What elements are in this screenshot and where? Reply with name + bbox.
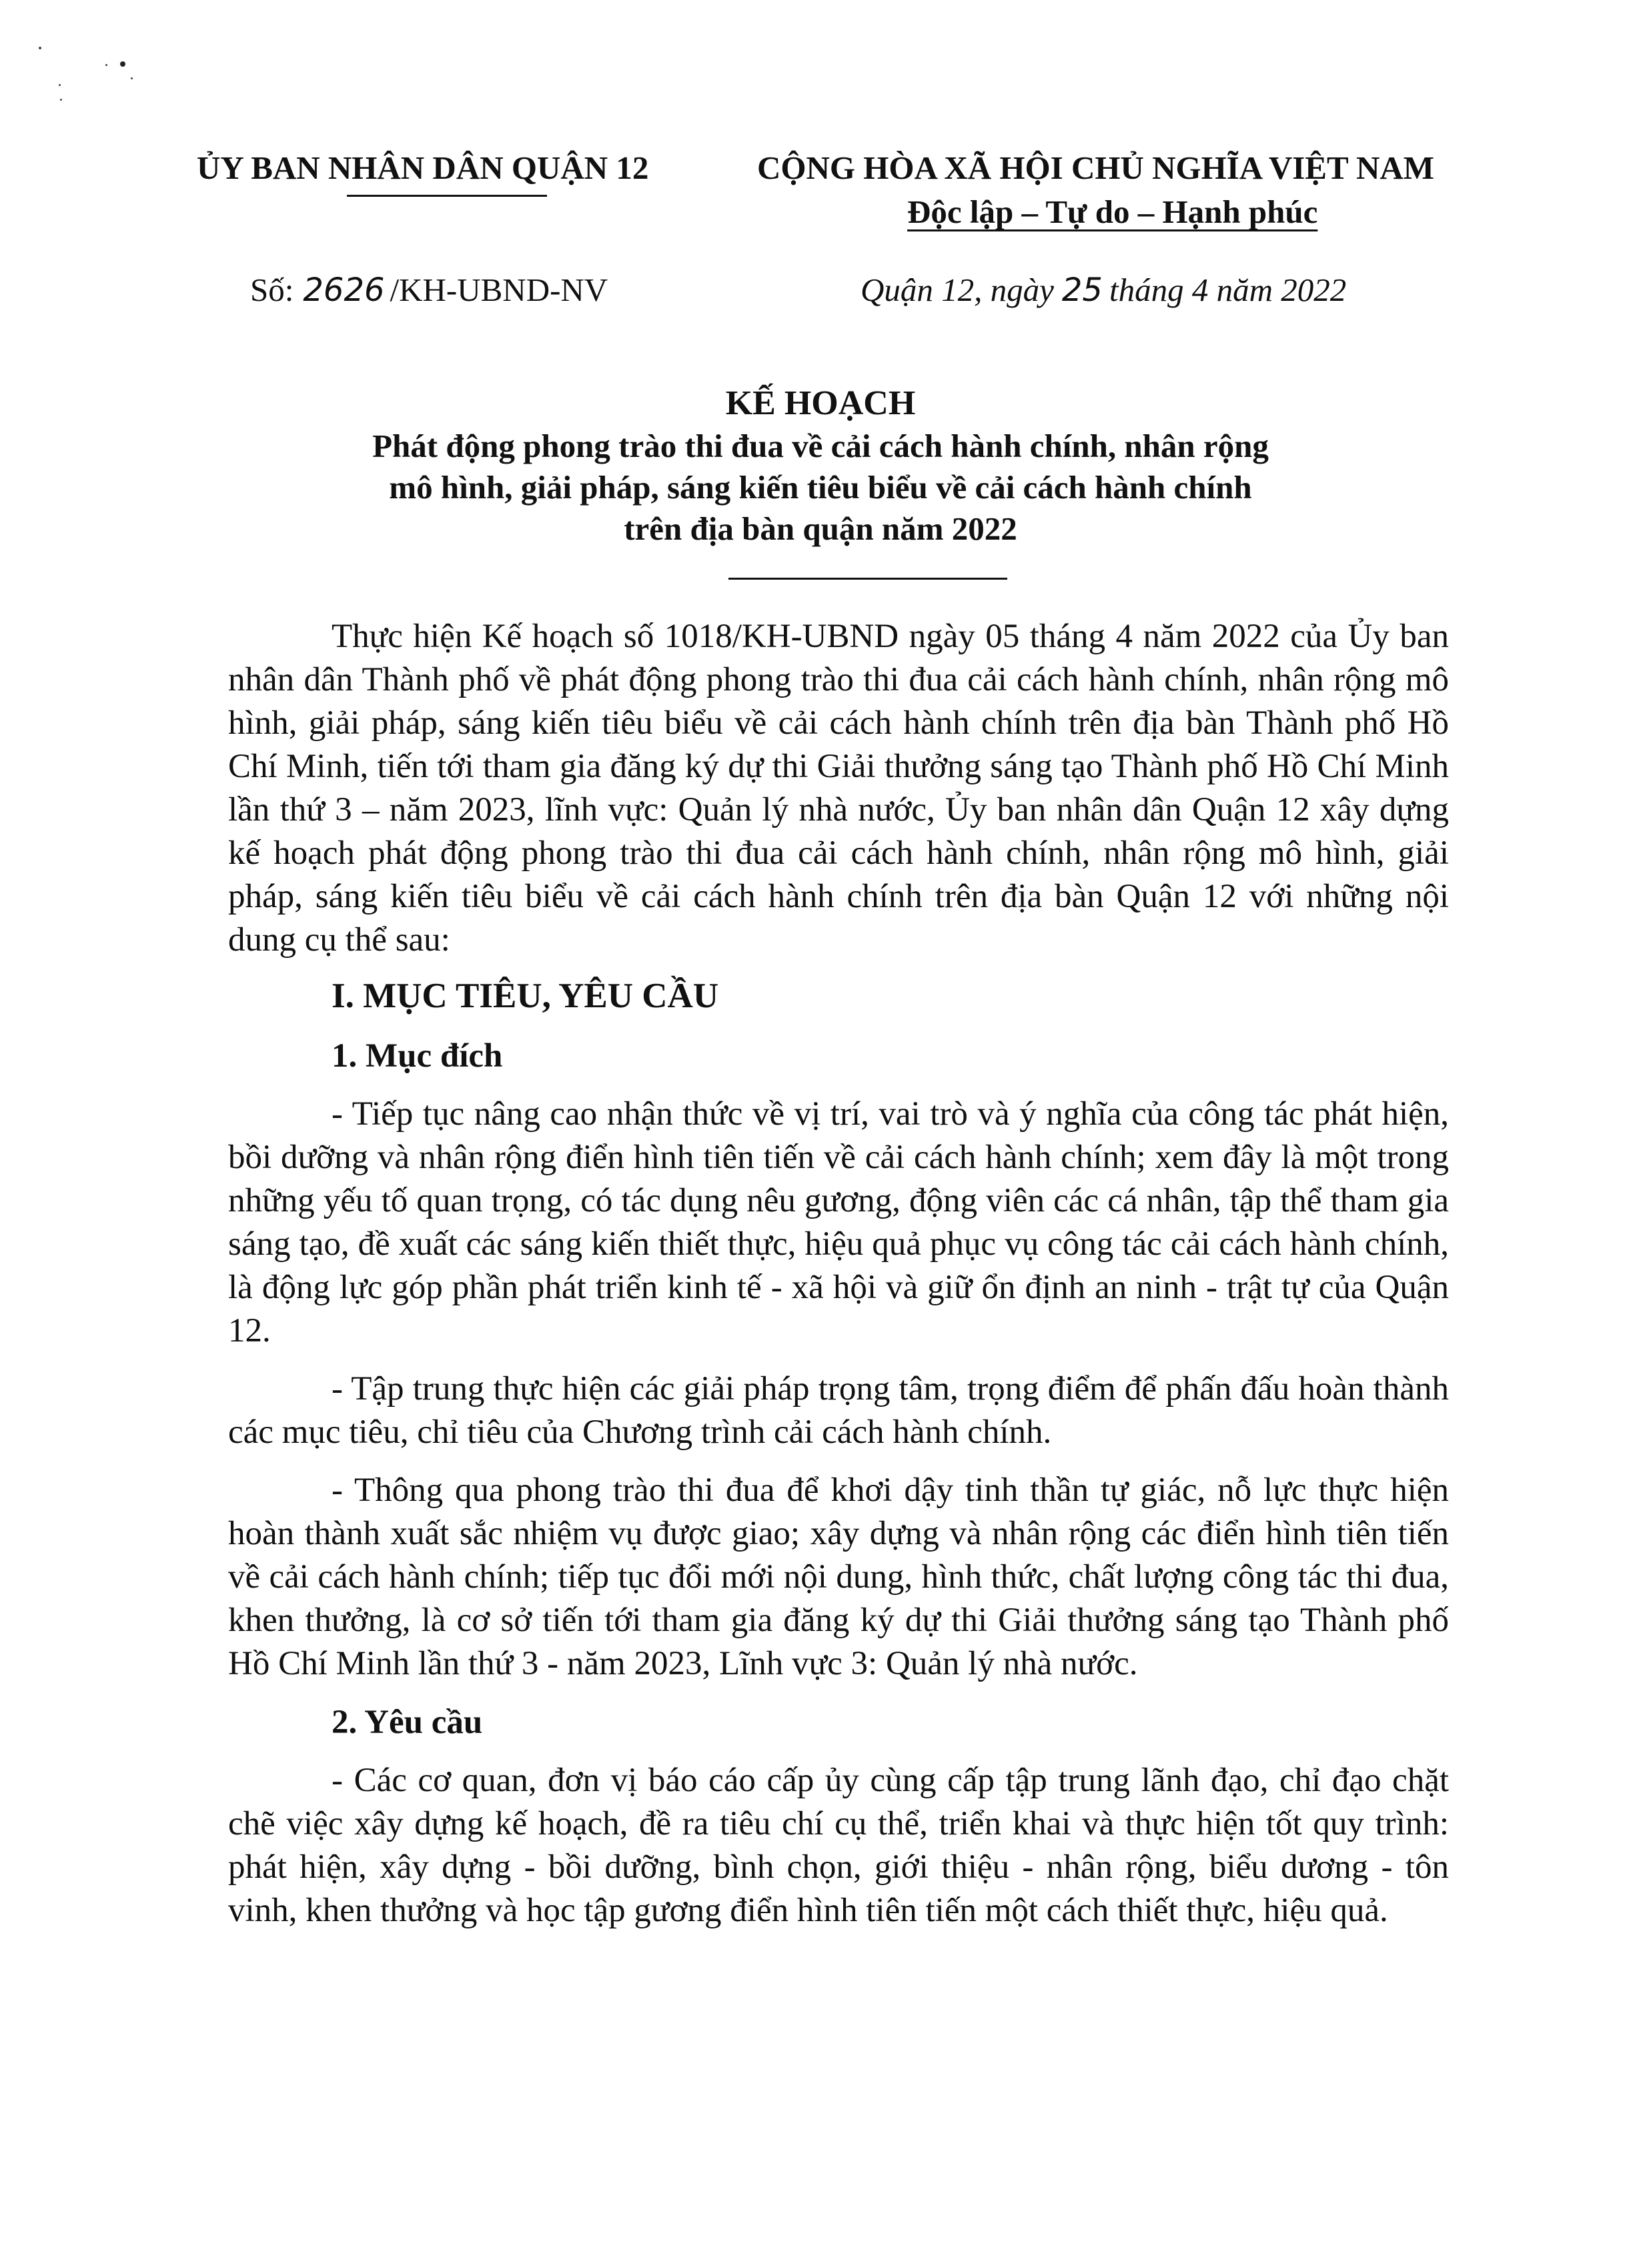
document-body: [228, 615, 1449, 1947]
title-divider: [728, 578, 1007, 580]
section-1-heading: I. MỤC TIÊU, YÊU CẦU: [332, 977, 719, 1015]
national-motto: Độc lập – Tự do – Hạnh phúc: [907, 193, 1318, 230]
issuing-authority-name: ỦY BAN NHÂN DÂN QUẬN 12: [197, 149, 649, 186]
document-number-prefix: Số:: [250, 271, 294, 308]
scan-speck: [39, 47, 41, 49]
title-line-1: Phát động phong trào thi đua về cải cách hành chính, nhân rộng: [372, 428, 1269, 464]
title-line-3: trên địa bàn quận năm 2022: [624, 510, 1017, 547]
scan-speck: [131, 77, 133, 79]
requirement-paragraph-1: - Các cơ quan, đơn vị báo cáo cấp ủy cùng cấp tập trung lãnh đạo, chỉ đạo chặt chẽ việc xây dựng kế hoạch, đề ra tiêu chí cụ thể, triển khai và thực hiện tốt quy trình: phát hiện, xây dựng - bồi dưỡng, bình chọn, giới thiệu - nhân rộng, biểu dương - tôn vinh, khen thưởng và học tập gương điển hình tiên tiến một cách thiết thực, hiệu quả.: [228, 1762, 1449, 1929]
issuing-authority: [197, 148, 710, 188]
handwritten-day: 25: [1061, 271, 1103, 309]
date-suffix: tháng 4 năm 2022: [1109, 271, 1347, 308]
national-header: [757, 148, 1514, 232]
scan-speck: [60, 99, 62, 101]
intro-paragraph: Thực hiện Kế hoạch số 1018/KH-UBND ngày 05 tháng 4 năm 2022 của Ủy ban nhân dân Thành phố về phát động phong trào thi đua cải cách hành chính, nhân rộng mô hình, giải pháp, sáng kiến tiêu biểu về cải cách hành chính trên địa bàn Thành phố Hồ Chí Minh, tiến tới tham gia đăng ký dự thi Giải thưởng sáng tạo Thành phố Hồ Chí Minh lần thứ 3 – năm 2023, lĩnh vực: Quản lý nhà nước, Ủy ban nhân dân Quận 12 xây dựng kế hoạch phát động phong trào thi đua cải cách hành chính, nhân rộng mô hình, giải pháp, sáng kiến tiêu biểu về cải cách hành chính trên địa bàn Quận 12 với những nội dung cụ thể sau:: [228, 618, 1449, 959]
document-type: KẾ HOẠCH: [725, 384, 916, 422]
document-number: [250, 270, 608, 310]
purpose-paragraph-1: - Tiếp tục nâng cao nhận thức về vị trí, vai trò và ý nghĩa của công tác phát hiện, bồi dưỡng và nhân rộng điển hình tiên tiến về cải cách hành chính; xem đây là một trong những yếu tố quan trọng, có tác dụng nêu gương, động viên các cá nhân, tập thể tham gia sáng tạo, đề xuất các sáng kiến thiết thực, hiệu quả phục vụ công tác cải cách hành chính, là động lực góp phần phát triển kinh tế - xã hội và giữ ổn định an ninh - trật tự của Quận 12.: [228, 1095, 1449, 1349]
scan-speck: [120, 61, 125, 67]
handwritten-document-number: 2626: [303, 271, 385, 309]
purpose-paragraph-3: - Thông qua phong trào thi đua để khơi dậy tinh thần tự giác, nỗ lực thực hiện hoàn thành xuất sắc nhiệm vụ được giao; xây dựng và nhân rộng các điển hình tiên tiến về cải cách hành chính; tiếp tục đổi mới nội dung, hình thức, chất lượng công tác thi đua, khen thưởng, là cơ sở tiến tới tham gia đăng ký dự thi Giải thưởng sáng tạo Thành phố Hồ Chí Minh lần thứ 3 - năm 2023, Lĩnh vực 3: Quản lý nhà nước.: [228, 1472, 1449, 1682]
purpose-paragraph-2: - Tập trung thực hiện các giải pháp trọng tâm, trọng điểm để phấn đấu hoàn thành các mục tiêu, chỉ tiêu của Chương trình cải cách hành chính.: [228, 1370, 1449, 1451]
date-prefix: Quận 12, ngày: [861, 271, 1054, 308]
document-date: [861, 270, 1346, 310]
title-line-2: mô hình, giải pháp, sáng kiến tiêu biểu về cải cách hành chính: [389, 469, 1252, 506]
nation-name: CỘNG HÒA XÃ HỘI CHỦ NGHĨA VIỆT NAM: [757, 149, 1435, 186]
authority-underline: [347, 195, 547, 197]
scan-speck: [59, 84, 61, 86]
document-title: [220, 382, 1421, 550]
scan-speck: [105, 64, 107, 66]
subsection-2-heading: 2. Yêu cầu: [332, 1704, 483, 1741]
document-code: /KH-UBND-NV: [390, 271, 608, 308]
subsection-1-heading: 1. Mục đích: [332, 1037, 503, 1075]
